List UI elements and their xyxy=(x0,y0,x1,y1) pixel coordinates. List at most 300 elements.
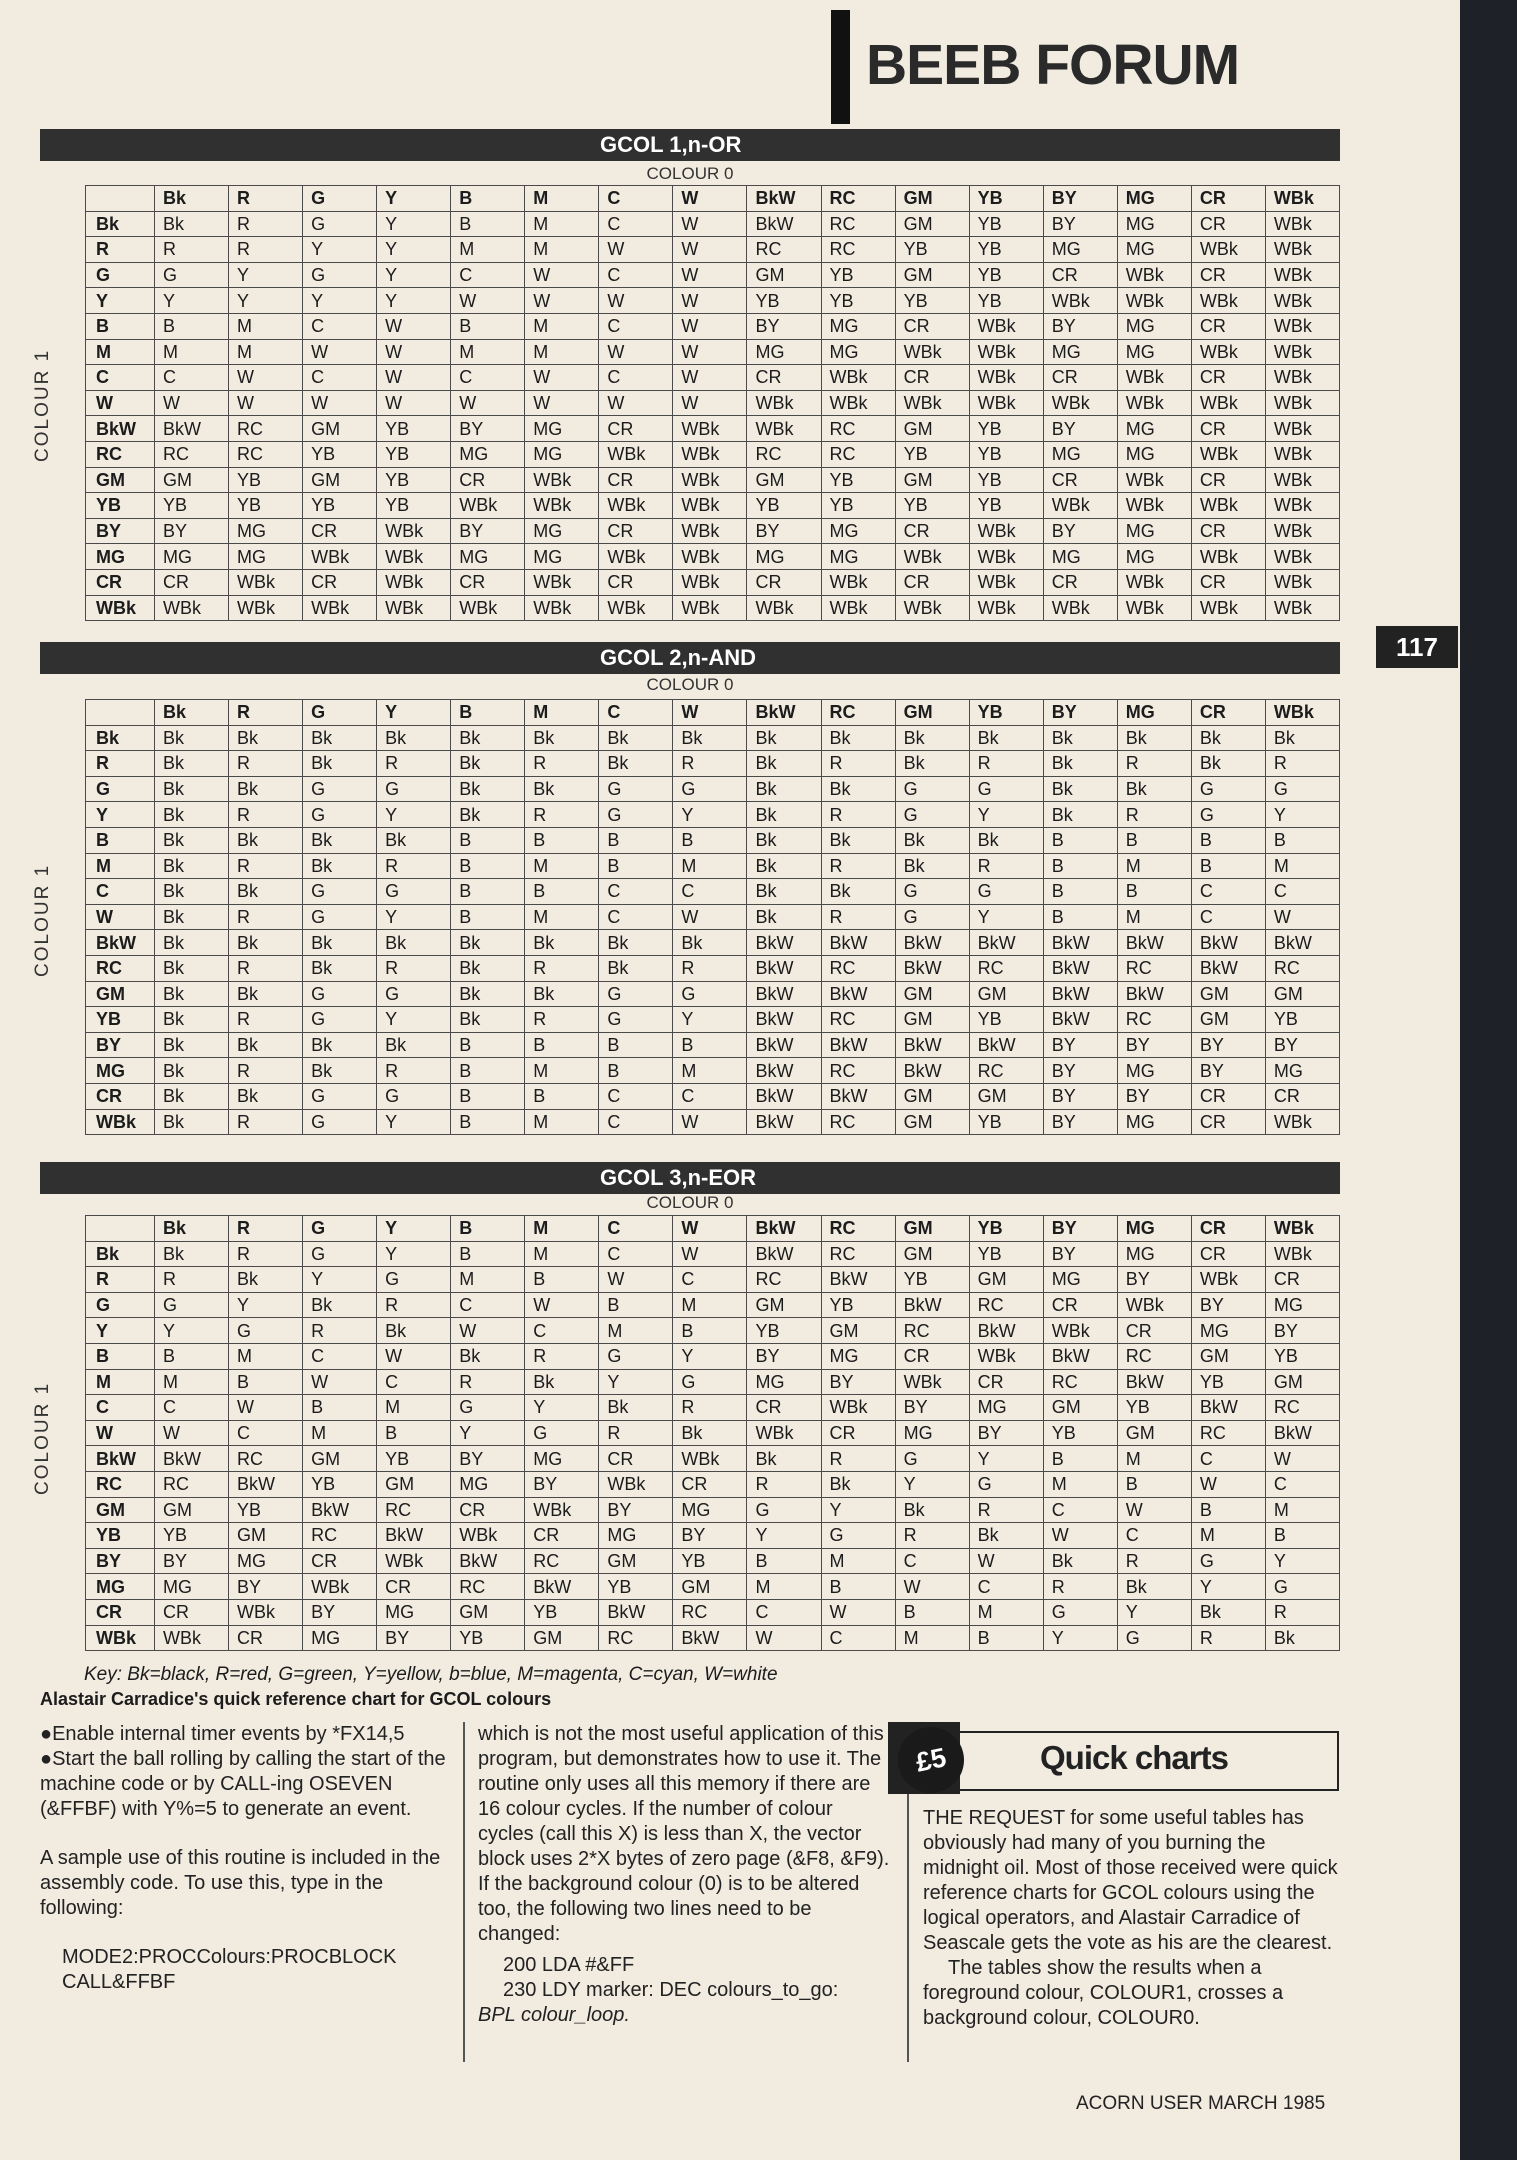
table-cell: G xyxy=(895,1446,969,1472)
table-cell: BY xyxy=(229,1574,303,1600)
table-cell: Y xyxy=(1043,1625,1117,1651)
column-header: Y xyxy=(377,700,451,726)
table-cell: YB xyxy=(969,262,1043,288)
table-cell: Bk xyxy=(303,1292,377,1318)
table-cell: WBk xyxy=(1265,365,1339,391)
table-cell: B xyxy=(1191,827,1265,853)
table-cell: BkW xyxy=(1117,981,1191,1007)
table-cell: BkW xyxy=(895,1058,969,1084)
table-cell: BkW xyxy=(747,1007,821,1033)
table-cell: Bk xyxy=(377,827,451,853)
table-cell: BkW xyxy=(747,1083,821,1109)
table-cell: BY xyxy=(673,1523,747,1549)
table-cell: Bk xyxy=(377,725,451,751)
row-header: MG xyxy=(86,1574,155,1600)
table-row xyxy=(86,1267,1340,1293)
table-cell: WBk xyxy=(747,595,821,621)
table-cell: R xyxy=(525,751,599,777)
table-cell: C xyxy=(1265,1471,1339,1497)
table-cell: W xyxy=(377,390,451,416)
table-cell: R xyxy=(229,1109,303,1135)
table-cell: WBk xyxy=(895,595,969,621)
table-cell: BkW xyxy=(1265,930,1339,956)
table-cell: Bk xyxy=(229,879,303,905)
table-cell: BkW xyxy=(673,1625,747,1651)
table-cell: Bk xyxy=(895,725,969,751)
table-cell: G xyxy=(1265,1574,1339,1600)
table-cell: Bk xyxy=(154,904,228,930)
table-cell: B xyxy=(525,879,599,905)
table-cell: WBk xyxy=(673,518,747,544)
table-cell: YB xyxy=(821,262,895,288)
table-cell: B xyxy=(451,827,525,853)
table-cell: W xyxy=(229,390,303,416)
table-cell: WBk xyxy=(1043,493,1117,519)
table-cell: WBk xyxy=(599,1471,673,1497)
table-cell: G xyxy=(1117,1625,1191,1651)
table-cell: B xyxy=(154,313,228,339)
table-cell: G xyxy=(599,1007,673,1033)
table-cell: Y xyxy=(303,237,377,263)
table-cell: Y xyxy=(377,262,451,288)
table-cell: W xyxy=(525,1292,599,1318)
table-cell: M xyxy=(673,1292,747,1318)
table-cell: C xyxy=(303,313,377,339)
column-header: W xyxy=(673,186,747,212)
table-cell: GM xyxy=(1191,981,1265,1007)
table-row xyxy=(86,1395,1340,1421)
table-cell: B xyxy=(377,1420,451,1446)
table-cell: WBk xyxy=(1191,544,1265,570)
table-cell: BY xyxy=(1117,1267,1191,1293)
table-cell: YB xyxy=(895,493,969,519)
table-cell: C xyxy=(599,262,673,288)
table-cell: GM xyxy=(747,262,821,288)
table-cell: BkW xyxy=(303,1497,377,1523)
table-title-bar xyxy=(40,1162,1340,1194)
table-cell: WBk xyxy=(1191,493,1265,519)
table-cell: MG xyxy=(154,544,228,570)
table-cell: Bk xyxy=(747,725,821,751)
table-cell: G xyxy=(1265,776,1339,802)
table-cell: WBk xyxy=(821,365,895,391)
table-cell: Bk xyxy=(154,1109,228,1135)
table-row xyxy=(86,1420,1340,1446)
row-header: RC xyxy=(86,1471,155,1497)
table-cell: CR xyxy=(1043,467,1117,493)
table-cell: Y xyxy=(895,1471,969,1497)
table-cell: WBk xyxy=(1191,595,1265,621)
table-cell: MG xyxy=(821,518,895,544)
table-cell: GM xyxy=(673,1574,747,1600)
table-cell: M xyxy=(1117,1446,1191,1472)
column-header: MG xyxy=(1117,186,1191,212)
table-row xyxy=(86,1083,1340,1109)
table-cell: WBk xyxy=(969,595,1043,621)
table-cell: W xyxy=(673,1241,747,1267)
table-cell: MG xyxy=(1043,339,1117,365)
table-cell: WBk xyxy=(1117,262,1191,288)
table-cell: R xyxy=(229,237,303,263)
table-cell: Bk xyxy=(673,1420,747,1446)
table-cell: Y xyxy=(377,904,451,930)
table-cell: WBk xyxy=(1117,390,1191,416)
table-cell: Y xyxy=(599,1369,673,1395)
table-cell: Bk xyxy=(525,981,599,1007)
table-cell: B xyxy=(451,1241,525,1267)
table-cell: BY xyxy=(599,1497,673,1523)
table-cell: WBk xyxy=(747,390,821,416)
table-cell: YB xyxy=(747,1318,821,1344)
table-cell: BkW xyxy=(1043,981,1117,1007)
table-cell: MG xyxy=(525,441,599,467)
table-cell: GM xyxy=(895,467,969,493)
table-cell: YB xyxy=(747,493,821,519)
table-cell: Bk xyxy=(747,776,821,802)
table-cell: C xyxy=(451,262,525,288)
row-header: YB xyxy=(86,493,155,519)
row-header: BkW xyxy=(86,930,155,956)
row-header: WBk xyxy=(86,1109,155,1135)
row-header: R xyxy=(86,237,155,263)
table-cell: Bk xyxy=(747,751,821,777)
table-cell: BkW xyxy=(895,1032,969,1058)
table-cell: WBk xyxy=(1191,441,1265,467)
table-cell: G xyxy=(303,1007,377,1033)
table-cell: GM xyxy=(969,1267,1043,1293)
table-cell: MG xyxy=(673,1497,747,1523)
table-cell: B xyxy=(1043,827,1117,853)
table-cell: Bk xyxy=(154,776,228,802)
table-cell: BkW xyxy=(969,930,1043,956)
table-cell: GM xyxy=(1191,1007,1265,1033)
table-cell: Y xyxy=(303,1267,377,1293)
table-cell: BY xyxy=(1043,1058,1117,1084)
table-cell: BkW xyxy=(747,1032,821,1058)
table-cell: C xyxy=(1191,1446,1265,1472)
row-header: BY xyxy=(86,518,155,544)
table-cell: Bk xyxy=(895,751,969,777)
table-cell: MG xyxy=(821,1343,895,1369)
table-header-row xyxy=(86,1216,1340,1242)
table-cell: B xyxy=(525,827,599,853)
table-cell: W xyxy=(599,237,673,263)
table-cell: R xyxy=(229,955,303,981)
table-cell: WBk xyxy=(673,416,747,442)
table-cell: M xyxy=(154,1369,228,1395)
row-header: M xyxy=(86,339,155,365)
table-cell: YB xyxy=(377,1446,451,1472)
table-cell: Y xyxy=(377,1109,451,1135)
table-cell: M xyxy=(303,1420,377,1446)
table-cell: WBk xyxy=(673,544,747,570)
table-cell: RC xyxy=(673,1599,747,1625)
table-row xyxy=(86,853,1340,879)
table-cell: B xyxy=(525,1083,599,1109)
column-header: B xyxy=(451,186,525,212)
table-cell: R xyxy=(1043,1574,1117,1600)
table-cell: C xyxy=(895,1548,969,1574)
table-row xyxy=(86,1343,1340,1369)
row-header: RC xyxy=(86,955,155,981)
table-cell: GM xyxy=(895,981,969,1007)
table-cell: M xyxy=(525,1058,599,1084)
table-cell: WBk xyxy=(154,1625,228,1651)
table-cell: G xyxy=(599,776,673,802)
table-cell: Bk xyxy=(154,853,228,879)
code-line: 230 LDY marker: DEC colours_to_go: xyxy=(503,1979,839,2001)
table-cell: B xyxy=(1117,827,1191,853)
table-cell: B xyxy=(1043,853,1117,879)
table-cell: MG xyxy=(1117,416,1191,442)
table-cell: RC xyxy=(377,1497,451,1523)
paragraph: The tables show the results when a foreground colour, COLOUR1, crosses a background colour, COLOUR0. xyxy=(923,1957,1284,2029)
table-cell: W xyxy=(821,1599,895,1625)
gcol-table xyxy=(85,185,1340,621)
header-corner xyxy=(86,700,155,726)
table-cell: Bk xyxy=(1191,725,1265,751)
table-cell: MG xyxy=(747,339,821,365)
row-header: Y xyxy=(86,1318,155,1344)
table-cell: Bk xyxy=(747,1446,821,1472)
table-cell: BkW xyxy=(747,930,821,956)
table-cell: Y xyxy=(229,262,303,288)
table-cell: BY xyxy=(1043,211,1117,237)
table-cell: R xyxy=(154,1267,228,1293)
table-cell: W xyxy=(303,339,377,365)
row-header: W xyxy=(86,1420,155,1446)
table-cell: BkW xyxy=(821,1032,895,1058)
colour0-label: COLOUR 0 xyxy=(646,675,734,694)
table-cell: BkW xyxy=(747,1058,821,1084)
column-header: GM xyxy=(895,1216,969,1242)
table-cell: BkW xyxy=(1191,955,1265,981)
table-cell: R xyxy=(673,1395,747,1421)
row-header: BY xyxy=(86,1548,155,1574)
table-cell: YB xyxy=(969,211,1043,237)
table-cell: G xyxy=(303,981,377,1007)
table-cell: RC xyxy=(599,1625,673,1651)
column-header: Y xyxy=(377,1216,451,1242)
row-header: YB xyxy=(86,1007,155,1033)
colour-key: Key: Bk=black, R=red, G=green, Y=yellow, b=blue, M=magenta, C=cyan, W=white xyxy=(84,1664,778,1685)
table-cell: YB xyxy=(895,288,969,314)
table-cell: CR xyxy=(747,365,821,391)
table-cell: Y xyxy=(377,288,451,314)
table-cell: Bk xyxy=(599,930,673,956)
table-cell: BkW xyxy=(1043,930,1117,956)
column-header: YB xyxy=(969,700,1043,726)
table-cell: CR xyxy=(154,569,228,595)
table-cell: G xyxy=(303,1241,377,1267)
row-header: BkW xyxy=(86,416,155,442)
table-cell: BY xyxy=(1265,1318,1339,1344)
table-cell: YB xyxy=(377,467,451,493)
table-cell: WBk xyxy=(895,544,969,570)
table-cell: B xyxy=(229,1369,303,1395)
table-cell: W xyxy=(673,211,747,237)
table-cell: Bk xyxy=(229,930,303,956)
table-cell: B xyxy=(599,1032,673,1058)
table-cell: B xyxy=(599,1292,673,1318)
table-cell: W xyxy=(673,288,747,314)
table-cell: Bk xyxy=(895,853,969,879)
table-cell: M xyxy=(229,339,303,365)
table-cell: BkW xyxy=(1043,1343,1117,1369)
column-header: C xyxy=(599,1216,673,1242)
table-cell: BY xyxy=(1191,1032,1265,1058)
row-header: Y xyxy=(86,288,155,314)
table-row xyxy=(86,1523,1340,1549)
table-cell: WBk xyxy=(673,467,747,493)
table-cell: Bk xyxy=(1043,751,1117,777)
table-cell: BkW xyxy=(895,955,969,981)
table-cell: B xyxy=(525,1032,599,1058)
table-cell: MG xyxy=(1117,1058,1191,1084)
table-cell: RC xyxy=(821,237,895,263)
table-cell: YB xyxy=(525,1599,599,1625)
table-cell: WBk xyxy=(969,313,1043,339)
table-cell: WBk xyxy=(377,544,451,570)
table-cell: Bk xyxy=(154,1083,228,1109)
table-cell: GM xyxy=(1117,1420,1191,1446)
table-cell: MG xyxy=(525,518,599,544)
table-cell: CR xyxy=(1265,1083,1339,1109)
table-cell: C xyxy=(821,1625,895,1651)
table-cell: W xyxy=(451,288,525,314)
table-cell: Bk xyxy=(303,930,377,956)
table-cell: WBk xyxy=(1117,569,1191,595)
table-cell: GM xyxy=(747,1292,821,1318)
table-cell: WBk xyxy=(1265,595,1339,621)
column-header: G xyxy=(303,700,377,726)
table-cell: R xyxy=(1191,1625,1265,1651)
paragraph: THE REQUEST for some useful tables has obviously had many of you burning the midnight oil. Most of those received were quick reference charts for GCOL colours using the logical operators, and Alastair Carradice of Seascale gets the vote as his are the clearest. xyxy=(923,1807,1338,1954)
table-cell: Bk xyxy=(154,725,228,751)
column-header: WBk xyxy=(1265,186,1339,212)
table-cell: Bk xyxy=(599,751,673,777)
table-cell: GM xyxy=(895,416,969,442)
table-cell: M xyxy=(525,904,599,930)
table-cell: RC xyxy=(821,955,895,981)
table-cell: CR xyxy=(1043,569,1117,595)
table-cell: BkW xyxy=(1117,930,1191,956)
table-cell: CR xyxy=(1191,211,1265,237)
table-cell: W xyxy=(154,1420,228,1446)
table-cell: WBk xyxy=(821,595,895,621)
table-cell: Y xyxy=(377,1007,451,1033)
table-cell: CR xyxy=(895,1343,969,1369)
table-cell: M xyxy=(229,313,303,339)
table-cell: Bk xyxy=(895,1497,969,1523)
row-header: BkW xyxy=(86,1446,155,1472)
table-cell: M xyxy=(1265,853,1339,879)
table-cell: B xyxy=(451,853,525,879)
table-row xyxy=(86,1625,1340,1651)
table-cell: C xyxy=(673,1083,747,1109)
table-cell: Bk xyxy=(1117,1574,1191,1600)
table-cell: BkW xyxy=(747,211,821,237)
row-header: CR xyxy=(86,1599,155,1625)
table-cell: YB xyxy=(599,1574,673,1600)
table-cell: YB xyxy=(1265,1343,1339,1369)
table-cell: M xyxy=(154,339,228,365)
table-cell: RC xyxy=(821,1241,895,1267)
table-cell: G xyxy=(154,1292,228,1318)
table-cell: CR xyxy=(303,1548,377,1574)
table-cell: CR xyxy=(895,569,969,595)
table-cell: YB xyxy=(377,493,451,519)
table-cell: WBk xyxy=(1191,390,1265,416)
row-header: Bk xyxy=(86,725,155,751)
code-line: MODE2:PROCColours:PROCBLOCK xyxy=(62,1946,397,1968)
table-title-bar xyxy=(40,642,1340,674)
table-cell: BY xyxy=(451,416,525,442)
row-header: CR xyxy=(86,1083,155,1109)
table-cell: MG xyxy=(1117,441,1191,467)
row-header: WBk xyxy=(86,595,155,621)
column-header: CR xyxy=(1191,186,1265,212)
table-cell: BY xyxy=(451,1446,525,1472)
table-row xyxy=(86,237,1340,263)
table-cell: R xyxy=(525,1007,599,1033)
table-cell: Bk xyxy=(451,930,525,956)
table-cell: RC xyxy=(821,211,895,237)
table-cell: Bk xyxy=(1117,776,1191,802)
table-row xyxy=(86,569,1340,595)
table-cell: Bk xyxy=(525,725,599,751)
table-cell: Bk xyxy=(303,1058,377,1084)
table-cell: Bk xyxy=(821,725,895,751)
table-cell: Bk xyxy=(154,955,228,981)
table-cell: Bk xyxy=(525,930,599,956)
table-cell: Bk xyxy=(451,776,525,802)
table-cell: R xyxy=(229,802,303,828)
table-cell: Bk xyxy=(1191,751,1265,777)
table-cell: G xyxy=(303,776,377,802)
table-cell: WBk xyxy=(377,518,451,544)
table-cell: GM xyxy=(895,1109,969,1135)
column-header: MG xyxy=(1117,700,1191,726)
paragraph: ●Start the ball rolling by calling the start of the machine code or by CALL-ing OSEVEN (&FFBF) with Y%=5 to generate an event. xyxy=(40,1748,446,1820)
chart-caption: Alastair Carradice's quick reference chart for GCOL colours xyxy=(40,1689,552,1709)
table-cell: YB xyxy=(154,493,228,519)
table-cell: Y xyxy=(154,1318,228,1344)
table-cell: WBk xyxy=(377,1548,451,1574)
table-cell: Bk xyxy=(154,751,228,777)
table-cell: RC xyxy=(1043,1369,1117,1395)
table-cell: RC xyxy=(969,1058,1043,1084)
table-cell: CR xyxy=(1191,313,1265,339)
colour1-label: COLOUR 1 xyxy=(32,1381,53,1495)
table-cell: R xyxy=(821,751,895,777)
table-cell: CR xyxy=(1191,262,1265,288)
table-cell: BY xyxy=(1043,518,1117,544)
table-cell: Bk xyxy=(154,879,228,905)
column-header: GM xyxy=(895,700,969,726)
row-header: GM xyxy=(86,467,155,493)
table-cell: Y xyxy=(154,288,228,314)
table-cell: MG xyxy=(1265,1292,1339,1318)
table-cell: WBk xyxy=(673,595,747,621)
table-cell: W xyxy=(1265,904,1339,930)
table-cell: G xyxy=(969,1471,1043,1497)
table-cell: BY xyxy=(377,1625,451,1651)
table-cell: R xyxy=(525,802,599,828)
table-cell: W xyxy=(525,365,599,391)
table-cell: Bk xyxy=(154,802,228,828)
row-header: G xyxy=(86,262,155,288)
